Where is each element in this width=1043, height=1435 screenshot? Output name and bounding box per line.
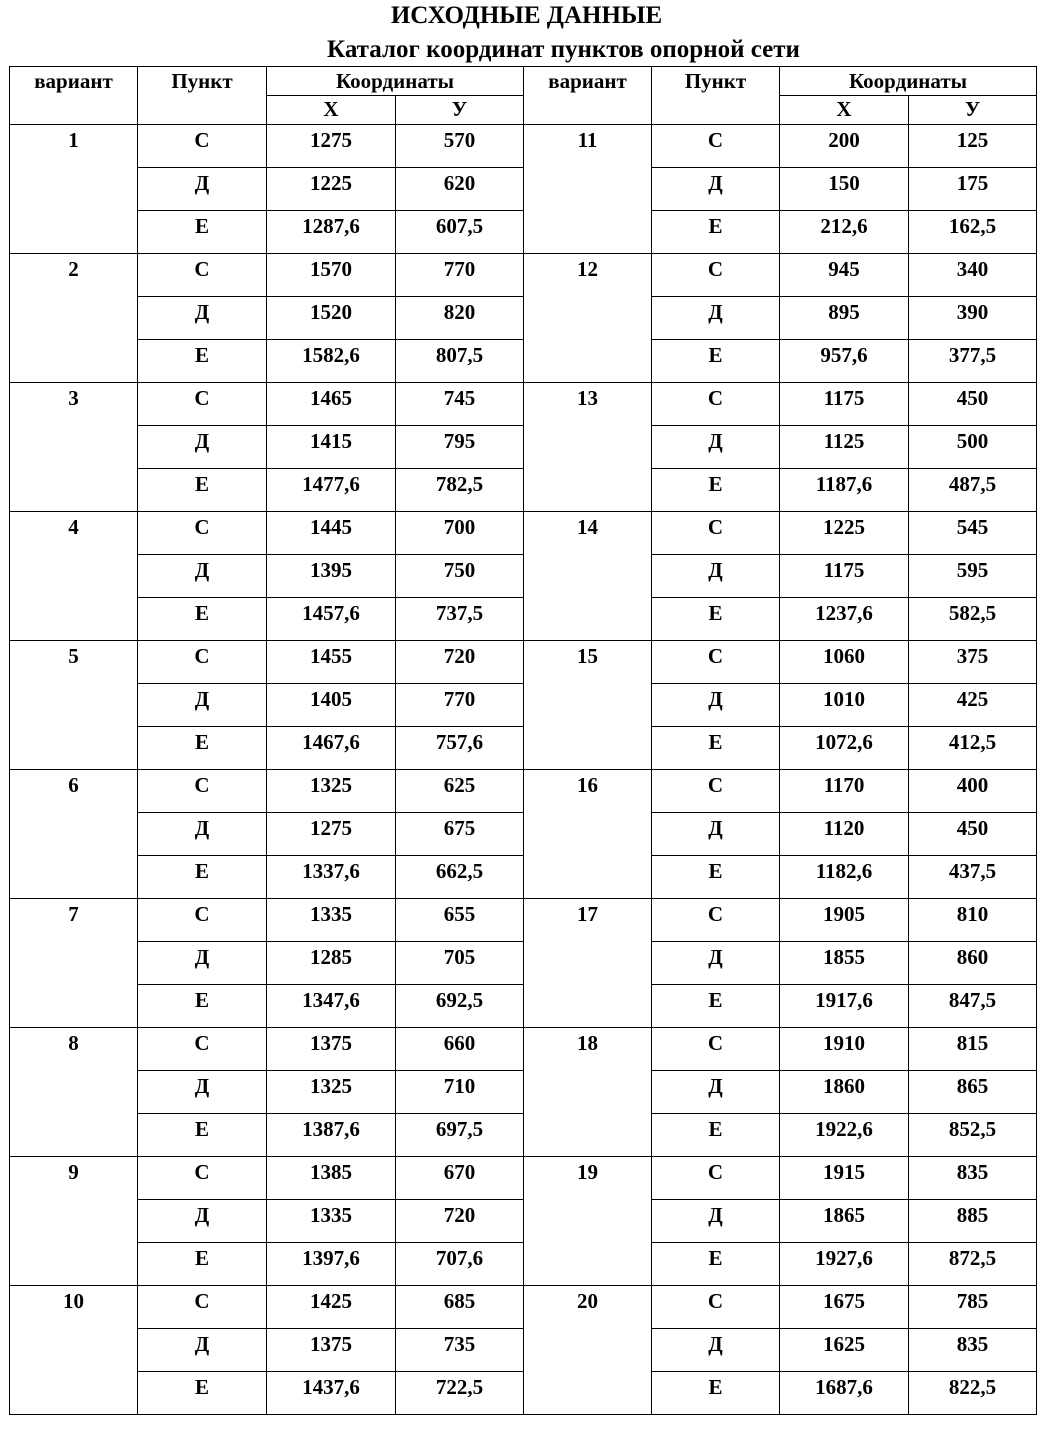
x-left-cell: 1457,6 bbox=[267, 598, 396, 641]
y-right-cell: 450 bbox=[909, 383, 1037, 426]
point-right-cell: С bbox=[652, 641, 780, 684]
x-left-cell: 1582,6 bbox=[267, 340, 396, 383]
table-row bbox=[10, 1372, 1037, 1415]
table-row bbox=[10, 512, 1037, 555]
variant-left-cell bbox=[10, 555, 138, 598]
x-right-cell: 1865 bbox=[780, 1200, 909, 1243]
y-left-cell: 722,5 bbox=[396, 1372, 524, 1415]
x-left-cell: 1387,6 bbox=[267, 1114, 396, 1157]
point-left-cell: Е bbox=[138, 1114, 267, 1157]
table-row bbox=[10, 125, 1037, 168]
y-right-cell: 437,5 bbox=[909, 856, 1037, 899]
point-right-cell: Д bbox=[652, 555, 780, 598]
y-right-cell: 412,5 bbox=[909, 727, 1037, 770]
x-left-cell: 1335 bbox=[267, 1200, 396, 1243]
point-right-cell: Е bbox=[652, 1372, 780, 1415]
point-left-cell: С bbox=[138, 1028, 267, 1071]
x-right-cell: 1675 bbox=[780, 1286, 909, 1329]
variant-right-cell: 18 bbox=[524, 1028, 652, 1071]
variant-right-cell bbox=[524, 340, 652, 383]
y-right-cell: 375 bbox=[909, 641, 1037, 684]
point-right-cell: Е bbox=[652, 727, 780, 770]
point-left-cell: С bbox=[138, 254, 267, 297]
variant-right-cell bbox=[524, 942, 652, 985]
y-left-cell: 607,5 bbox=[396, 211, 524, 254]
y-right-cell: 125 bbox=[909, 125, 1037, 168]
variant-left-cell bbox=[10, 168, 138, 211]
table-row bbox=[10, 383, 1037, 426]
table-body bbox=[10, 125, 1037, 1415]
variant-left-cell: 1 bbox=[10, 125, 138, 168]
y-right-cell: 595 bbox=[909, 555, 1037, 598]
y-right-cell: 545 bbox=[909, 512, 1037, 555]
x-right-cell: 1910 bbox=[780, 1028, 909, 1071]
point-right-cell: С bbox=[652, 1028, 780, 1071]
variant-left-cell: 4 bbox=[10, 512, 138, 555]
table-row bbox=[10, 1329, 1037, 1372]
point-left-cell: С bbox=[138, 383, 267, 426]
y-right-cell: 865 bbox=[909, 1071, 1037, 1114]
y-left-cell: 660 bbox=[396, 1028, 524, 1071]
x-right-cell: 1120 bbox=[780, 813, 909, 856]
x-right-cell: 1187,6 bbox=[780, 469, 909, 512]
variant-right-cell: 16 bbox=[524, 770, 652, 813]
y-left-cell: 745 bbox=[396, 383, 524, 426]
point-left-cell: С bbox=[138, 641, 267, 684]
x-right-cell: 1860 bbox=[780, 1071, 909, 1114]
y-right-cell: 860 bbox=[909, 942, 1037, 985]
x-right-cell: 1915 bbox=[780, 1157, 909, 1200]
variant-right-cell: 14 bbox=[524, 512, 652, 555]
y-right-cell: 162,5 bbox=[909, 211, 1037, 254]
point-right-cell: Е bbox=[652, 1243, 780, 1286]
header-y-left: У bbox=[396, 96, 524, 125]
y-left-cell: 670 bbox=[396, 1157, 524, 1200]
y-right-cell: 815 bbox=[909, 1028, 1037, 1071]
point-left-cell: С bbox=[138, 770, 267, 813]
x-right-cell: 1225 bbox=[780, 512, 909, 555]
point-right-cell: Д bbox=[652, 426, 780, 469]
point-right-cell: С bbox=[652, 770, 780, 813]
y-right-cell: 400 bbox=[909, 770, 1037, 813]
page-title: ИСХОДНЫЕ ДАННЫЕ bbox=[390, 2, 663, 29]
variant-right-cell bbox=[524, 1114, 652, 1157]
point-right-cell: Д bbox=[652, 297, 780, 340]
point-left-cell: Д bbox=[138, 168, 267, 211]
header-coords-right: Координаты bbox=[780, 67, 1037, 96]
variant-left-cell: 5 bbox=[10, 641, 138, 684]
point-right-cell: Д bbox=[652, 1071, 780, 1114]
point-right-cell: Е bbox=[652, 985, 780, 1028]
point-left-cell: Д bbox=[138, 813, 267, 856]
variant-left-cell bbox=[10, 1329, 138, 1372]
table-row bbox=[10, 254, 1037, 297]
variant-right-cell bbox=[524, 555, 652, 598]
y-right-cell: 582,5 bbox=[909, 598, 1037, 641]
y-left-cell: 750 bbox=[396, 555, 524, 598]
variant-left-cell bbox=[10, 1114, 138, 1157]
table-row bbox=[10, 727, 1037, 770]
y-left-cell: 770 bbox=[396, 684, 524, 727]
variant-right-cell bbox=[524, 297, 652, 340]
table-row bbox=[10, 426, 1037, 469]
y-left-cell: 700 bbox=[396, 512, 524, 555]
variant-left-cell: 2 bbox=[10, 254, 138, 297]
y-right-cell: 852,5 bbox=[909, 1114, 1037, 1157]
x-left-cell: 1467,6 bbox=[267, 727, 396, 770]
x-left-cell: 1225 bbox=[267, 168, 396, 211]
x-left-cell: 1395 bbox=[267, 555, 396, 598]
x-right-cell: 945 bbox=[780, 254, 909, 297]
x-right-cell: 957,6 bbox=[780, 340, 909, 383]
x-right-cell: 1905 bbox=[780, 899, 909, 942]
variant-left-cell bbox=[10, 340, 138, 383]
x-left-cell: 1405 bbox=[267, 684, 396, 727]
y-right-cell: 885 bbox=[909, 1200, 1037, 1243]
variant-left-cell bbox=[10, 426, 138, 469]
point-left-cell: С bbox=[138, 512, 267, 555]
x-left-cell: 1437,6 bbox=[267, 1372, 396, 1415]
x-left-cell: 1477,6 bbox=[267, 469, 396, 512]
point-left-cell: Е bbox=[138, 1372, 267, 1415]
x-right-cell: 1927,6 bbox=[780, 1243, 909, 1286]
y-left-cell: 757,6 bbox=[396, 727, 524, 770]
x-right-cell: 150 bbox=[780, 168, 909, 211]
x-left-cell: 1275 bbox=[267, 125, 396, 168]
variant-left-cell bbox=[10, 1372, 138, 1415]
point-left-cell: Е bbox=[138, 985, 267, 1028]
x-right-cell: 1182,6 bbox=[780, 856, 909, 899]
point-right-cell: С bbox=[652, 383, 780, 426]
point-left-cell: Д bbox=[138, 297, 267, 340]
point-left-cell: Е bbox=[138, 469, 267, 512]
table-row bbox=[10, 770, 1037, 813]
variant-right-cell: 11 bbox=[524, 125, 652, 168]
y-left-cell: 697,5 bbox=[396, 1114, 524, 1157]
table-row bbox=[10, 985, 1037, 1028]
variant-right-cell bbox=[524, 856, 652, 899]
table-row bbox=[10, 340, 1037, 383]
table-row bbox=[10, 1157, 1037, 1200]
y-right-cell: 390 bbox=[909, 297, 1037, 340]
table-row bbox=[10, 684, 1037, 727]
table-row bbox=[10, 942, 1037, 985]
point-left-cell: Е bbox=[138, 727, 267, 770]
y-left-cell: 820 bbox=[396, 297, 524, 340]
point-left-cell: С bbox=[138, 1157, 267, 1200]
y-left-cell: 570 bbox=[396, 125, 524, 168]
table-row bbox=[10, 555, 1037, 598]
variant-left-cell bbox=[10, 211, 138, 254]
variant-right-cell: 17 bbox=[524, 899, 652, 942]
variant-right-cell bbox=[524, 1329, 652, 1372]
table-row bbox=[10, 1200, 1037, 1243]
header-y-right: У bbox=[909, 96, 1037, 125]
variant-left-cell: 8 bbox=[10, 1028, 138, 1071]
point-left-cell: Д bbox=[138, 942, 267, 985]
point-right-cell: Д bbox=[652, 168, 780, 211]
x-right-cell: 200 bbox=[780, 125, 909, 168]
y-left-cell: 735 bbox=[396, 1329, 524, 1372]
page-subtitle: Каталог координат пунктов опорной сети bbox=[327, 36, 800, 63]
table-row bbox=[10, 1028, 1037, 1071]
y-right-cell: 835 bbox=[909, 1329, 1037, 1372]
x-left-cell: 1375 bbox=[267, 1028, 396, 1071]
x-left-cell: 1425 bbox=[267, 1286, 396, 1329]
point-right-cell: Е bbox=[652, 469, 780, 512]
y-left-cell: 720 bbox=[396, 641, 524, 684]
point-left-cell: С bbox=[138, 1286, 267, 1329]
table-row bbox=[10, 641, 1037, 684]
y-left-cell: 807,5 bbox=[396, 340, 524, 383]
y-right-cell: 835 bbox=[909, 1157, 1037, 1200]
header-x-right: Х bbox=[780, 96, 909, 125]
y-left-cell: 675 bbox=[396, 813, 524, 856]
point-left-cell: С bbox=[138, 125, 267, 168]
header-row bbox=[10, 67, 1037, 96]
variant-left-cell bbox=[10, 469, 138, 512]
variant-left-cell bbox=[10, 1243, 138, 1286]
x-right-cell: 1010 bbox=[780, 684, 909, 727]
header-point-left: Пункт bbox=[138, 67, 267, 125]
y-right-cell: 425 bbox=[909, 684, 1037, 727]
variant-right-cell bbox=[524, 426, 652, 469]
y-left-cell: 720 bbox=[396, 1200, 524, 1243]
variant-left-cell bbox=[10, 1200, 138, 1243]
point-right-cell: Е bbox=[652, 856, 780, 899]
point-right-cell: С bbox=[652, 125, 780, 168]
variant-left-cell bbox=[10, 684, 138, 727]
table-row bbox=[10, 1286, 1037, 1329]
table-row bbox=[10, 1071, 1037, 1114]
variant-left-cell bbox=[10, 727, 138, 770]
x-left-cell: 1347,6 bbox=[267, 985, 396, 1028]
y-left-cell: 655 bbox=[396, 899, 524, 942]
y-left-cell: 620 bbox=[396, 168, 524, 211]
x-left-cell: 1325 bbox=[267, 770, 396, 813]
variant-right-cell: 20 bbox=[524, 1286, 652, 1329]
y-left-cell: 625 bbox=[396, 770, 524, 813]
y-left-cell: 705 bbox=[396, 942, 524, 985]
variant-right-cell bbox=[524, 684, 652, 727]
x-left-cell: 1415 bbox=[267, 426, 396, 469]
variant-right-cell: 15 bbox=[524, 641, 652, 684]
table-row bbox=[10, 469, 1037, 512]
table-row bbox=[10, 168, 1037, 211]
x-left-cell: 1337,6 bbox=[267, 856, 396, 899]
x-left-cell: 1285 bbox=[267, 942, 396, 985]
y-right-cell: 450 bbox=[909, 813, 1037, 856]
variant-right-cell bbox=[524, 1243, 652, 1286]
x-left-cell: 1275 bbox=[267, 813, 396, 856]
y-right-cell: 872,5 bbox=[909, 1243, 1037, 1286]
point-left-cell: Д bbox=[138, 684, 267, 727]
table-row bbox=[10, 1243, 1037, 1286]
variant-right-cell bbox=[524, 469, 652, 512]
point-right-cell: С bbox=[652, 1157, 780, 1200]
x-left-cell: 1335 bbox=[267, 899, 396, 942]
variant-left-cell bbox=[10, 856, 138, 899]
table-row bbox=[10, 297, 1037, 340]
x-right-cell: 212,6 bbox=[780, 211, 909, 254]
variant-right-cell bbox=[524, 1200, 652, 1243]
x-left-cell: 1287,6 bbox=[267, 211, 396, 254]
coordinate-catalog-table bbox=[9, 66, 1037, 1415]
y-left-cell: 770 bbox=[396, 254, 524, 297]
variant-left-cell bbox=[10, 598, 138, 641]
table-row bbox=[10, 899, 1037, 942]
y-right-cell: 340 bbox=[909, 254, 1037, 297]
x-left-cell: 1375 bbox=[267, 1329, 396, 1372]
x-right-cell: 1625 bbox=[780, 1329, 909, 1372]
variant-right-cell bbox=[524, 727, 652, 770]
x-right-cell: 1060 bbox=[780, 641, 909, 684]
point-right-cell: С bbox=[652, 254, 780, 297]
y-right-cell: 175 bbox=[909, 168, 1037, 211]
variant-left-cell bbox=[10, 985, 138, 1028]
point-left-cell: Д bbox=[138, 555, 267, 598]
x-right-cell: 1175 bbox=[780, 555, 909, 598]
table-row bbox=[10, 1114, 1037, 1157]
x-left-cell: 1385 bbox=[267, 1157, 396, 1200]
x-right-cell: 895 bbox=[780, 297, 909, 340]
y-right-cell: 377,5 bbox=[909, 340, 1037, 383]
x-right-cell: 1917,6 bbox=[780, 985, 909, 1028]
x-right-cell: 1175 bbox=[780, 383, 909, 426]
point-left-cell: Е bbox=[138, 856, 267, 899]
x-left-cell: 1520 bbox=[267, 297, 396, 340]
variant-left-cell: 10 bbox=[10, 1286, 138, 1329]
variant-right-cell bbox=[524, 985, 652, 1028]
variant-right-cell bbox=[524, 211, 652, 254]
variant-left-cell bbox=[10, 942, 138, 985]
y-left-cell: 795 bbox=[396, 426, 524, 469]
variant-left-cell bbox=[10, 813, 138, 856]
point-left-cell: Д bbox=[138, 1071, 267, 1114]
table-row bbox=[10, 856, 1037, 899]
x-left-cell: 1325 bbox=[267, 1071, 396, 1114]
point-right-cell: Д bbox=[652, 684, 780, 727]
point-right-cell: Д bbox=[652, 813, 780, 856]
x-left-cell: 1455 bbox=[267, 641, 396, 684]
variant-left-cell: 7 bbox=[10, 899, 138, 942]
point-right-cell: Е bbox=[652, 1114, 780, 1157]
y-left-cell: 685 bbox=[396, 1286, 524, 1329]
y-right-cell: 847,5 bbox=[909, 985, 1037, 1028]
y-right-cell: 810 bbox=[909, 899, 1037, 942]
variant-left-cell: 9 bbox=[10, 1157, 138, 1200]
y-right-cell: 487,5 bbox=[909, 469, 1037, 512]
x-right-cell: 1855 bbox=[780, 942, 909, 985]
point-left-cell: Е bbox=[138, 598, 267, 641]
x-right-cell: 1922,6 bbox=[780, 1114, 909, 1157]
variant-right-cell: 13 bbox=[524, 383, 652, 426]
variant-right-cell bbox=[524, 598, 652, 641]
table-row bbox=[10, 813, 1037, 856]
point-right-cell: Д bbox=[652, 942, 780, 985]
point-left-cell: Е bbox=[138, 1243, 267, 1286]
y-left-cell: 710 bbox=[396, 1071, 524, 1114]
point-left-cell: Д bbox=[138, 1200, 267, 1243]
y-right-cell: 785 bbox=[909, 1286, 1037, 1329]
y-left-cell: 662,5 bbox=[396, 856, 524, 899]
header-variant-right: вариант bbox=[524, 67, 652, 125]
variant-left-cell bbox=[10, 1071, 138, 1114]
y-left-cell: 782,5 bbox=[396, 469, 524, 512]
point-left-cell: Е bbox=[138, 340, 267, 383]
point-left-cell: Д bbox=[138, 1329, 267, 1372]
header-variant-left: вариант bbox=[10, 67, 138, 125]
point-left-cell: Е bbox=[138, 211, 267, 254]
x-right-cell: 1170 bbox=[780, 770, 909, 813]
x-left-cell: 1570 bbox=[267, 254, 396, 297]
x-left-cell: 1445 bbox=[267, 512, 396, 555]
variant-right-cell bbox=[524, 1071, 652, 1114]
y-left-cell: 707,6 bbox=[396, 1243, 524, 1286]
x-right-cell: 1072,6 bbox=[780, 727, 909, 770]
y-left-cell: 737,5 bbox=[396, 598, 524, 641]
point-right-cell: С bbox=[652, 512, 780, 555]
point-left-cell: Д bbox=[138, 426, 267, 469]
header-coords-left: Координаты bbox=[267, 67, 524, 96]
x-left-cell: 1397,6 bbox=[267, 1243, 396, 1286]
header-x-left: Х bbox=[267, 96, 396, 125]
x-right-cell: 1237,6 bbox=[780, 598, 909, 641]
x-left-cell: 1465 bbox=[267, 383, 396, 426]
point-right-cell: Е bbox=[652, 340, 780, 383]
point-right-cell: С bbox=[652, 899, 780, 942]
x-right-cell: 1125 bbox=[780, 426, 909, 469]
point-left-cell: С bbox=[138, 899, 267, 942]
table-row bbox=[10, 211, 1037, 254]
variant-right-cell bbox=[524, 168, 652, 211]
point-right-cell: Е bbox=[652, 211, 780, 254]
header-point-right: Пункт bbox=[652, 67, 780, 125]
variant-left-cell: 3 bbox=[10, 383, 138, 426]
point-right-cell: Е bbox=[652, 598, 780, 641]
point-right-cell: С bbox=[652, 1286, 780, 1329]
y-right-cell: 822,5 bbox=[909, 1372, 1037, 1415]
y-right-cell: 500 bbox=[909, 426, 1037, 469]
variant-right-cell: 19 bbox=[524, 1157, 652, 1200]
variant-right-cell: 12 bbox=[524, 254, 652, 297]
variant-right-cell bbox=[524, 1372, 652, 1415]
variant-right-cell bbox=[524, 813, 652, 856]
x-right-cell: 1687,6 bbox=[780, 1372, 909, 1415]
table-row bbox=[10, 598, 1037, 641]
point-right-cell: Д bbox=[652, 1200, 780, 1243]
variant-left-cell bbox=[10, 297, 138, 340]
point-right-cell: Д bbox=[652, 1329, 780, 1372]
y-left-cell: 692,5 bbox=[396, 985, 524, 1028]
variant-left-cell: 6 bbox=[10, 770, 138, 813]
